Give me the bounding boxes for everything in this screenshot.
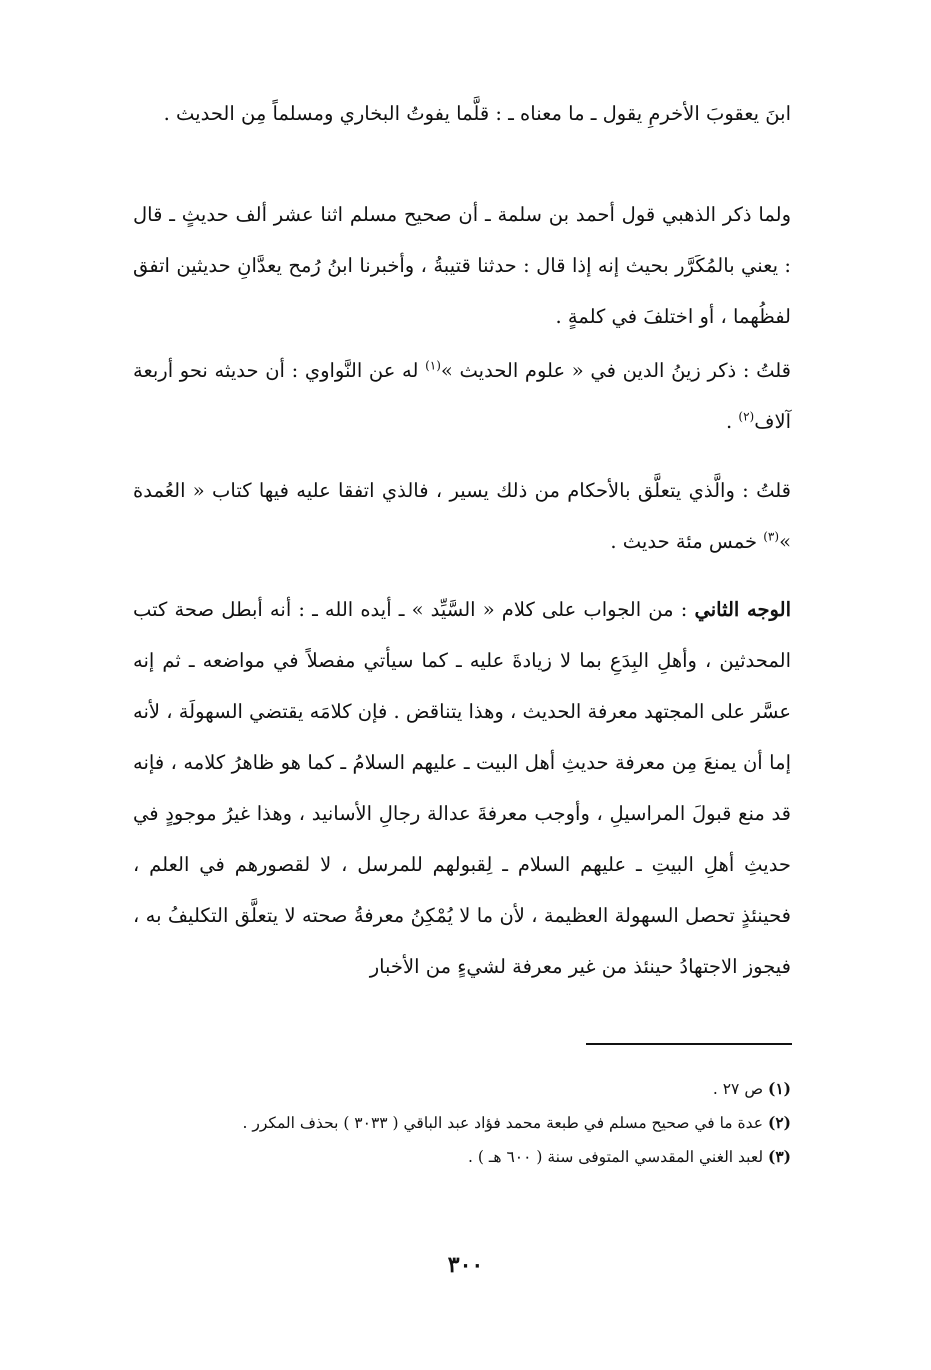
paragraph-4-text-before: قلتُ : والَّذي يتعلَّق بالأحكام من ذلك يسير ، فالذي اتفقا عليه فيها كتاب « العُمدة » (133, 479, 791, 553)
page-number: ٣٠٠ (447, 1252, 484, 1278)
paragraph-3-text-before: قلتُ : ذكر زينُ الدين في « علوم الحديث » (440, 359, 791, 382)
paragraph-5 (133, 584, 791, 992)
paragraph-1-text: ابنَ يعقوبَ الأخرمِ يقول ـ ما معناه ـ : قلَّما يفوتُ البخاري ومسلماً مِن الحديث . (163, 102, 791, 125)
footnote-3-text: لعبد الغني المقدسي المتوفى سنة ( ٦٠٠ هـ ) . (468, 1148, 768, 1166)
paragraph-5-lead: الوجه الثاني (694, 598, 791, 621)
footnote-1-number: (١) (767, 1079, 791, 1098)
footnote-2-text: عدة ما في صحيح مسلم في طبعة محمد فؤاد عبد الباقي ( ٣٠٣٣ ) بحذف المكرر . (242, 1114, 768, 1132)
footnote-ref-2: (٢) (738, 409, 755, 424)
paragraph-4-text (133, 465, 791, 567)
paragraph-3-text-after: له عن النَّواوي : أن حديثه نحو أربعة آلاف (133, 359, 791, 433)
footnote-1 (133, 1072, 791, 1106)
footnote-1-text: ص ٢٧ . (712, 1080, 768, 1098)
paragraph-2-text: ولما ذكر الذهبي قول أحمد بن سلمة ـ أن صحيح مسلم اثنا عشر ألف حديثٍ ـ قال : يعني بالمُكَرَّر بحيث إنه إذا قال : حدثنا قتيبةُ ، وأخبرنا ابنُ رُمح يعدَّانِ حديثين اتفق لفظُهما ، أو اختلفَ في كلمةٍ . (133, 203, 791, 328)
paragraph-5-body: : من الجواب على كلام « السَّيِّد » ـ أيده الله ـ : أنه أبطل صحة كتب المحدثين ، وأهلِ البِدَعِ بما لا زيادةَ عليه ـ كما سيأتي مفصلاً في مواضعه ـ ثم إنه عسَّر على المجتهد معرفة الحديث ، وهذا يتناقض . فإن كلامَه يقتضي السهولَة ، لأنه إما أن يمنعَ مِن معرفة حديثِ أهل البيت ـ عليهم السلامُ ـ كما هو ظاهرُ كلامه ، فإنه قد منع قبولَ المراسيلِ ، وأوجب معرفةَ عدالة رجالِ الأسانيد ، وهذا غيرُ موجودٍ في حديثِ أهلِ البيتِ ـ عليهم السلام ـ لِقبولهم للمرسل ، لا لقصورهم في العلم ، فحينئذٍ تحصل السهولة العظيمة ، لأن ما لا يُمْكِنُ معرفةُ صحته لا يتعلَّق التكليفُ به ، فيجوز الاجتهادُ حينئذ من غير معرفة لشيءٍ من الأخبار (133, 598, 791, 978)
paragraph-3-text-end: . (726, 410, 739, 433)
paragraph-3-text (133, 345, 791, 447)
footnote-2 (133, 1106, 791, 1140)
paragraph-4 (133, 465, 791, 567)
paragraph-5-text (133, 584, 791, 992)
footnote-ref-3: (٣) (763, 529, 780, 544)
footnote-3 (133, 1140, 791, 1174)
footnote-ref-1: (١) (425, 358, 441, 373)
footnote-2-number: (٢) (767, 1113, 791, 1132)
footnote-divider (586, 1043, 792, 1045)
paragraph-3 (133, 345, 791, 447)
footnote-3-number: (٣) (767, 1147, 791, 1166)
footnotes (133, 1072, 791, 1174)
paragraph-4-text-after: خمس مئة حديث . (610, 530, 764, 553)
paragraph-1 (133, 88, 791, 139)
paragraph-2 (133, 189, 791, 342)
